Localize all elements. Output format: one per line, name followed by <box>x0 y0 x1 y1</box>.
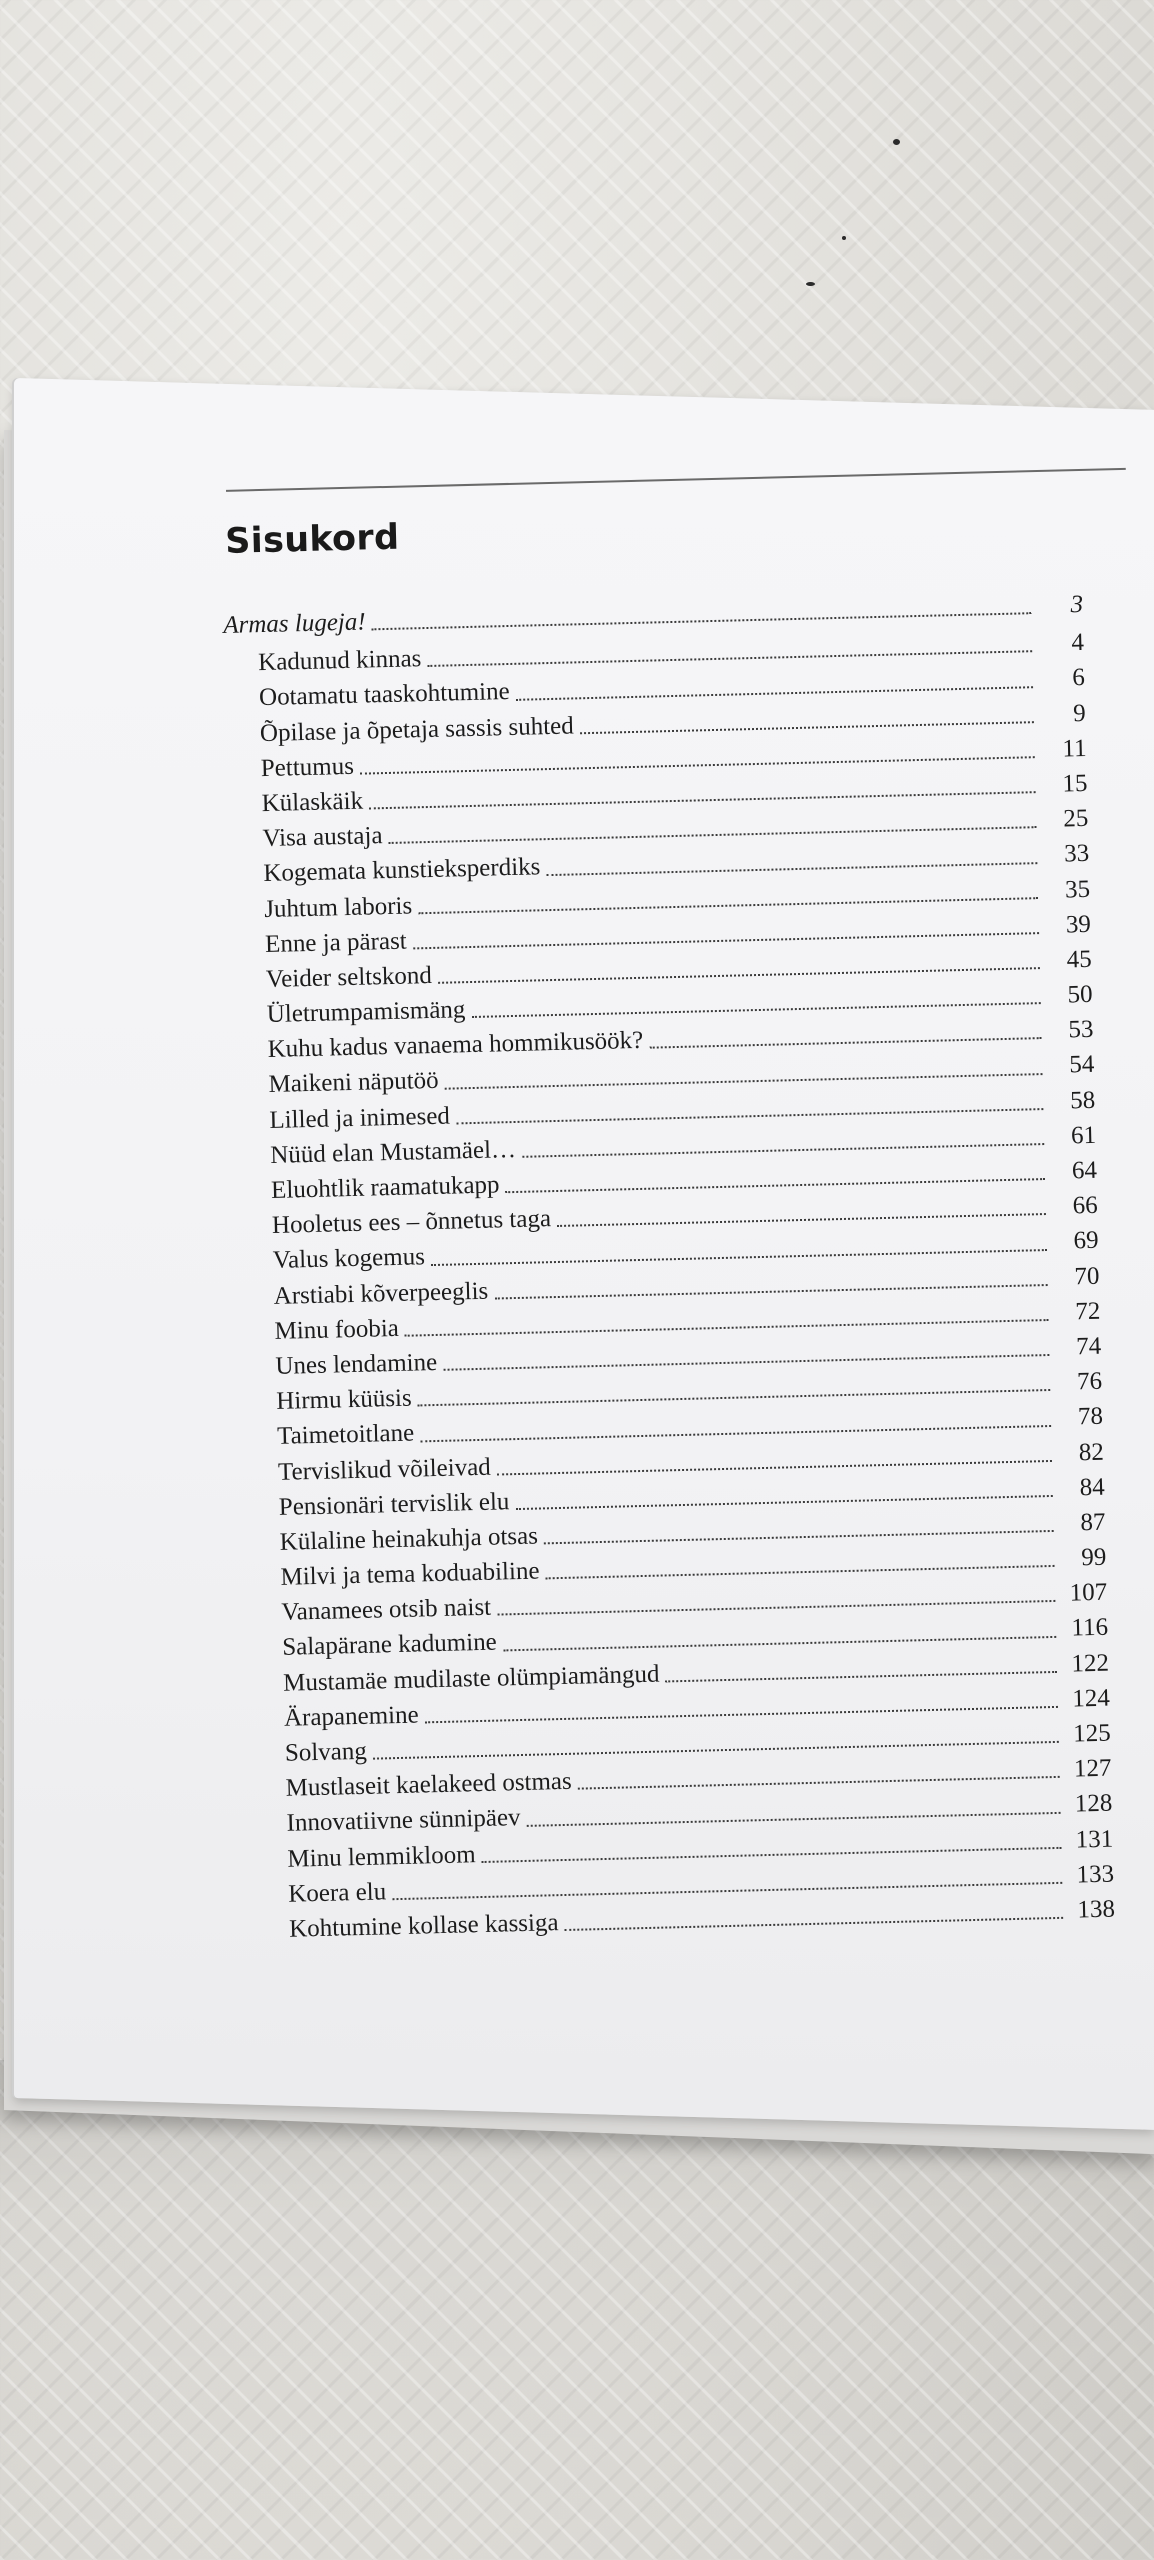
toc-entry-title: Kadunud kinnas <box>257 645 422 677</box>
toc-entry-page: 70 <box>1074 1262 1100 1290</box>
dot-leader <box>565 1916 1064 1931</box>
toc-entry-title: Minu foobia <box>274 1314 400 1345</box>
toc-entry-page: 54 <box>1068 1051 1095 1079</box>
toc-entry-page: 4 <box>1071 629 1085 657</box>
toc-entry-title: Pensionäri tervislik elu <box>278 1487 510 1521</box>
toc-entry-title: Valus kogemus <box>272 1243 426 1275</box>
toc-entry-page: 116 <box>1071 1614 1109 1642</box>
toc-entry-title: Mustlaseit kaelakeed ostmas <box>285 1767 573 1802</box>
toc-entry-title: Ületrumpamismäng <box>266 996 466 1029</box>
dot-leader <box>372 611 1032 630</box>
toc-entry-title: Hirmu küüsis <box>275 1384 413 1416</box>
toc-entry-title: Enne ja pärast <box>264 927 408 958</box>
toc-entry-title: Õpilase ja õpetaja sassis suhted <box>259 711 575 747</box>
toc-entry-page: 99 <box>1081 1543 1107 1572</box>
toc-entry-page: 127 <box>1073 1754 1112 1783</box>
toc-entry-page: 133 <box>1076 1860 1115 1889</box>
dot-leader <box>557 1212 1046 1227</box>
toc-entry-page: 69 <box>1073 1227 1099 1255</box>
toc-entry-page: 58 <box>1069 1086 1096 1115</box>
toc-entry-page: 124 <box>1071 1684 1111 1713</box>
toc-entry-page: 125 <box>1072 1719 1111 1748</box>
crumb-speck <box>842 236 846 240</box>
toc-entry-title: Ootamatu taaskohtumine <box>258 678 510 712</box>
toc-entry-title: Visa austaja <box>262 822 383 853</box>
toc-heading: Sisukord <box>224 517 400 562</box>
crumb-speck <box>806 282 815 286</box>
dot-leader <box>649 1037 1041 1050</box>
toc-entry-page: 138 <box>1077 1895 1116 1924</box>
toc-entry-page: 15 <box>1062 769 1088 798</box>
toc-entry-title: Maikeni näputöö <box>268 1067 439 1099</box>
toc-entry-title: Unes lendamine <box>275 1348 438 1380</box>
toc-entry-page: 84 <box>1079 1473 1105 1501</box>
toc-entry-title: Arstiabi kõverpeeglis <box>273 1277 489 1310</box>
toc-entry-title: Salapärane kadumine <box>281 1629 498 1662</box>
toc-entry-page: 6 <box>1072 664 1086 692</box>
toc-entry-page: 87 <box>1080 1508 1106 1537</box>
toc-entry-page: 11 <box>1062 734 1087 763</box>
toc-entry-title: Nüüd elan Mustamäel… <box>269 1135 517 1169</box>
toc-entry-page: 76 <box>1076 1367 1103 1396</box>
toc-entry-page: 128 <box>1074 1789 1113 1818</box>
toc-entry-title: Mustamäe mudilaste olümpiamängud <box>282 1660 660 1697</box>
toc-entry-title: Kuhu kadus vanaema hommikusöök? <box>267 1027 644 1064</box>
crumb-speck <box>893 139 900 145</box>
toc-entry-page: 53 <box>1068 1016 1094 1044</box>
toc-entry-title: Eluohtlik raamatukapp <box>270 1171 500 1204</box>
toc-entry-page: 82 <box>1078 1438 1105 1466</box>
toc-entry-title: Minu lemmikloom <box>287 1840 476 1873</box>
toc-entry-title: Taimetoitlane <box>276 1419 415 1451</box>
toc-entry-page: 61 <box>1070 1121 1097 1150</box>
toc-entry-title: Hooletus ees – õnnetus taga <box>271 1205 552 1240</box>
toc-entry-title: Pettumus <box>260 752 355 782</box>
toc-entry-title: Veider seltskond <box>265 961 433 993</box>
toc-entry-title: Juhtum laboris <box>263 891 413 923</box>
toc-entry-page: 107 <box>1069 1578 1108 1607</box>
toc-entry-title: Kohtumine kollase kassiga <box>288 1909 559 1943</box>
toc-entry-page: 45 <box>1066 945 1093 974</box>
toc-entry-page: 35 <box>1064 875 1091 903</box>
toc-entry-page: 3 <box>1070 590 1084 619</box>
dot-leader <box>546 861 1037 876</box>
toc-entry-title: Innovatiivne sünnipäev <box>286 1804 521 1838</box>
toc-entry-page: 66 <box>1072 1191 1099 1220</box>
toc-entry-title: Külaskäik <box>261 787 364 818</box>
toc-entry-title: Lilled ja inimesed <box>269 1102 451 1134</box>
toc-entry-page: 33 <box>1063 840 1090 868</box>
toc-entry-page: 64 <box>1071 1156 1098 1185</box>
toc-entries <box>223 587 1115 1948</box>
toc-entry-page: 72 <box>1074 1297 1101 1326</box>
toc-entry-title: Solvang <box>284 1737 368 1767</box>
toc-entry-page: 39 <box>1065 910 1092 939</box>
toc-entry-title: Tervislikud võileivad <box>277 1453 492 1486</box>
toc-entry-title: Kogemata kunstieksperdiks <box>263 853 541 888</box>
toc-entry-title: Vanamees otsib naist <box>281 1593 492 1627</box>
dot-leader <box>580 720 1034 734</box>
toc-entry-page: 122 <box>1071 1649 1110 1678</box>
toc-entry-title: Armas lugeja! <box>222 608 366 639</box>
toc-entry-page: 131 <box>1075 1825 1114 1854</box>
toc-entry-title: Külaline heinakuhja otsas <box>279 1522 539 1556</box>
toc-entry-title: Koera elu <box>287 1878 387 1908</box>
toc-entry-page: 25 <box>1062 805 1089 833</box>
toc-entry-page: 9 <box>1072 699 1087 727</box>
toc-entry-page: 78 <box>1077 1403 1104 1431</box>
toc-entry-title: Ärapanemine <box>283 1701 419 1732</box>
dot-leader <box>666 1670 1058 1683</box>
toc-entry-page: 50 <box>1067 980 1093 1009</box>
toc-entry-page: 74 <box>1075 1332 1102 1361</box>
dot-leader <box>578 1775 1060 1790</box>
toc-entry-title: Milvi ja tema koduabiline <box>280 1557 540 1591</box>
